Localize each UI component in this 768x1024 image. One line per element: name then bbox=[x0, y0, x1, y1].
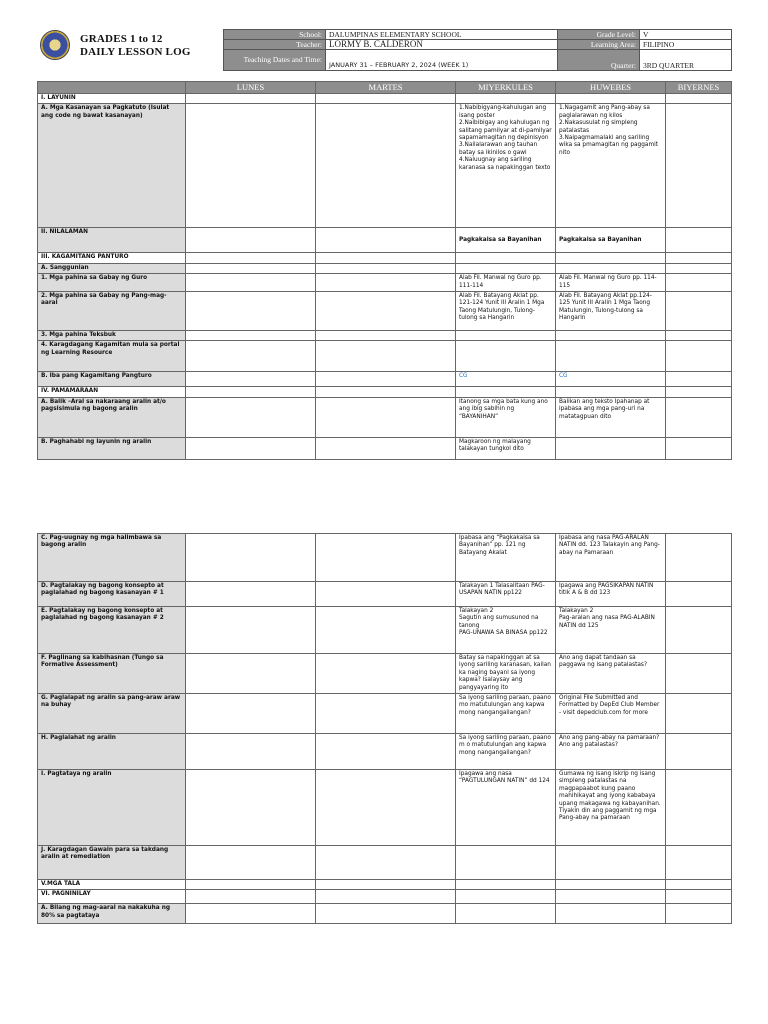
row-label: III. KAGAMITANG PANTURO bbox=[38, 253, 186, 263]
table-row bbox=[38, 263, 732, 273]
grade-level-label: Grade Level: bbox=[558, 30, 640, 40]
quarter-label: Quarter: bbox=[558, 50, 640, 71]
cell-martes bbox=[316, 654, 456, 694]
cell-martes bbox=[316, 734, 456, 770]
cell-biyernes bbox=[666, 534, 732, 582]
cell-martes bbox=[316, 94, 456, 104]
row-label: I. Pagtataya ng aralin bbox=[38, 770, 186, 846]
cell-martes bbox=[316, 904, 456, 924]
cell-lunes bbox=[186, 228, 316, 253]
cell-miyerkules: Ipabasa ang “Pagkakaisa sa Bayanihan” pp. 121 ng Batayang Akalat bbox=[456, 534, 556, 582]
day-header-huwebes: HUWEBES bbox=[556, 82, 666, 94]
title-line-1: GRADES 1 to 12 bbox=[80, 33, 163, 45]
cell-miyerkules: Talakayan 2 Sagutin ang sumusunod na tanong PAG-UNAWA SA BINASA pp122 bbox=[456, 607, 556, 654]
row-label: 4. Karagdagang Kagamitan mula sa portal ng Learning Resource bbox=[38, 341, 186, 372]
cell-lunes bbox=[186, 582, 316, 607]
cell-lunes bbox=[186, 880, 316, 890]
row-label: D. Pagtalakay ng bagong konsepto at paglalahad ng bagong kasanayan # 1 bbox=[38, 582, 186, 607]
cell-lunes bbox=[186, 253, 316, 263]
lesson-log-body-2 bbox=[38, 534, 732, 924]
table-row bbox=[38, 694, 732, 734]
cell-biyernes bbox=[666, 770, 732, 846]
cell-biyernes bbox=[666, 228, 732, 253]
cell-martes bbox=[316, 372, 456, 387]
day-header-martes: MARTES bbox=[316, 82, 456, 94]
cell-martes bbox=[316, 228, 456, 253]
cell-martes bbox=[316, 846, 456, 880]
cell-huwebes: Talakayan 2 Pag-aralan ang nasa PAG-ALABIN NATIN dd 125 bbox=[556, 607, 666, 654]
cell-huwebes: Ano ang dapat tandaan sa paggawa ng isang patalastas? bbox=[556, 654, 666, 694]
cell-miyerkules bbox=[456, 904, 556, 924]
grade-level-value: V bbox=[640, 30, 732, 40]
lesson-log-table-1 bbox=[37, 81, 732, 460]
row-label: B. Paghahabi ng layunin ng aralin bbox=[38, 437, 186, 459]
cell-miyerkules bbox=[456, 846, 556, 880]
cell-biyernes bbox=[666, 292, 732, 331]
cell-huwebes: Original File Submitted and Formatted by DepEd Club Member - visit depedclub.com for more bbox=[556, 694, 666, 734]
table-row bbox=[38, 104, 732, 228]
row-label: IV. PAMAMARAAN bbox=[38, 387, 186, 397]
cell-martes bbox=[316, 437, 456, 459]
cell-huwebes: Gumawa ng isang iskrip ng isang simpleng patalastas na magpapaabot kung paano mahihikayat ang iyong kababaya upang makagawa ng kabayanihan. Tiyakin din ang paggamit ng mga Pang-abay na pamaraan bbox=[556, 770, 666, 846]
row-label: G. Paglalapat ng aralin sa pang-araw araw na buhay bbox=[38, 694, 186, 734]
cell-biyernes bbox=[666, 846, 732, 880]
cell-huwebes bbox=[556, 331, 666, 341]
cell-biyernes bbox=[666, 104, 732, 228]
table-row bbox=[38, 253, 732, 263]
row-label: A. Mga Kasanayan sa Pagkatuto (Isulat ang code ng bawat kasanayan) bbox=[38, 104, 186, 228]
cell-biyernes bbox=[666, 734, 732, 770]
cell-biyernes bbox=[666, 372, 732, 387]
cell-lunes bbox=[186, 437, 316, 459]
table-row bbox=[38, 397, 732, 437]
teaching-dates-value: JANUARY 31 – FEBRUARY 2, 2024 (WEEK 1) bbox=[326, 50, 558, 71]
cell-biyernes bbox=[666, 331, 732, 341]
cell-huwebes: CG bbox=[556, 372, 666, 387]
cell-huwebes bbox=[556, 846, 666, 880]
cell-huwebes bbox=[556, 263, 666, 273]
cell-lunes bbox=[186, 846, 316, 880]
cell-lunes bbox=[186, 341, 316, 372]
cell-martes bbox=[316, 387, 456, 397]
cell-miyerkules bbox=[456, 341, 556, 372]
table-row bbox=[38, 292, 732, 331]
cell-martes bbox=[316, 880, 456, 890]
table-row bbox=[38, 387, 732, 397]
row-label: E. Pagtalakay ng bagong konsepto at paglalahad ng bagong kasanayan # 2 bbox=[38, 607, 186, 654]
cell-martes bbox=[316, 253, 456, 263]
table-row bbox=[38, 890, 732, 904]
table-row bbox=[38, 341, 732, 372]
cell-martes bbox=[316, 341, 456, 372]
row-label: 3. Mga pahina Teksbuk bbox=[38, 331, 186, 341]
table-row bbox=[38, 654, 732, 694]
cell-martes bbox=[316, 607, 456, 654]
row-label: II. NILALAMAN bbox=[38, 228, 186, 253]
cell-martes bbox=[316, 534, 456, 582]
day-header-miyerkules: MIYERKULES bbox=[456, 82, 556, 94]
cell-miyerkules: Ipagawa ang nasa “PAGTULUNGAN NATIN” dd 124 bbox=[456, 770, 556, 846]
cell-martes bbox=[316, 263, 456, 273]
cell-huwebes: Ipagawa ang PAGSIKAPAN NATIN titik A & B dd 123 bbox=[556, 582, 666, 607]
table-row bbox=[38, 534, 732, 582]
cell-miyerkules: Talakayan 1 Talasalitaan PAG-USAPAN NATIN pp122 bbox=[456, 582, 556, 607]
lesson-log-body-1 bbox=[38, 94, 732, 460]
cell-miyerkules: CG bbox=[456, 372, 556, 387]
cell-miyerkules: Pagkakaisa sa Bayanihan bbox=[456, 228, 556, 253]
cell-huwebes bbox=[556, 904, 666, 924]
cell-huwebes: Balikan ang teksto Ipahanap at ipabasa ang mga pang-uri na matatagpuan dito bbox=[556, 397, 666, 437]
row-label: I. LAYUNIN bbox=[38, 94, 186, 104]
cell-miyerkules bbox=[456, 253, 556, 263]
learning-area-value: FILIPINO bbox=[640, 40, 732, 50]
table-row bbox=[38, 846, 732, 880]
cell-miyerkules bbox=[456, 890, 556, 904]
cell-miyerkules bbox=[456, 880, 556, 890]
cell-martes bbox=[316, 292, 456, 331]
day-header-lunes: LUNES bbox=[186, 82, 316, 94]
cell-martes bbox=[316, 582, 456, 607]
row-label: B. Iba pang Kagamitang Pangturo bbox=[38, 372, 186, 387]
school-label: School: bbox=[224, 30, 326, 40]
table-row bbox=[38, 904, 732, 924]
cell-miyerkules bbox=[456, 387, 556, 397]
cell-miyerkules: Alab Fil. Batayang Aklat pp. 121-124 Yunit III Aralin 1 Mga Taong Matulungin, Tulong-tulong sa Hangarin bbox=[456, 292, 556, 331]
cell-huwebes: Ipabasa ang nasa PAG-ARALAN NATIN dd. 123 Talakayin ang Pang-abay na Pamaraan bbox=[556, 534, 666, 582]
row-label: 1. Mga pahina sa Gabay ng Guro bbox=[38, 274, 186, 292]
cell-biyernes bbox=[666, 654, 732, 694]
learning-area-label: Learning Area: bbox=[558, 40, 640, 50]
cell-biyernes bbox=[666, 94, 732, 104]
row-label: VI. PAGNINILAY bbox=[38, 890, 186, 904]
row-label: H. Paglalahat ng aralin bbox=[38, 734, 186, 770]
cell-lunes bbox=[186, 263, 316, 273]
cell-lunes bbox=[186, 372, 316, 387]
cell-biyernes bbox=[666, 274, 732, 292]
table-row bbox=[38, 880, 732, 890]
cell-huwebes bbox=[556, 880, 666, 890]
table-row bbox=[38, 734, 732, 770]
cell-huwebes bbox=[556, 387, 666, 397]
cell-martes bbox=[316, 770, 456, 846]
cell-miyerkules: Sa iyong sariling paraan, paano m o matutulungan ang kapwa mong nangangailangan? bbox=[456, 734, 556, 770]
table-row bbox=[38, 372, 732, 387]
row-label: A. Bilang ng mag-aaral na nakakuha ng 80% sa pagtataya bbox=[38, 904, 186, 924]
cell-lunes bbox=[186, 274, 316, 292]
cell-huwebes: Alab Fil. Manwal ng Guro pp. 114-115 bbox=[556, 274, 666, 292]
cell-huwebes bbox=[556, 437, 666, 459]
cell-miyerkules bbox=[456, 263, 556, 273]
cell-biyernes bbox=[666, 437, 732, 459]
teaching-dates-label: Teaching Dates and Time: bbox=[224, 50, 326, 71]
cell-huwebes bbox=[556, 890, 666, 904]
row-label: C. Pag-uugnay ng mga halimbawa sa bagong aralin bbox=[38, 534, 186, 582]
cell-martes bbox=[316, 397, 456, 437]
cell-lunes bbox=[186, 890, 316, 904]
cell-lunes bbox=[186, 694, 316, 734]
teacher-value: LORMY B. CALDERON bbox=[326, 40, 558, 50]
cell-huwebes: 1.Nagagamit ang Pang-abay sa paglalarawan ng kilos 2.Nakasusulat ng simpleng patalastas 3.Naipagmamalaki ang sariling wika sa pmamagitan ng paggamit nito bbox=[556, 104, 666, 228]
table-row bbox=[38, 274, 732, 292]
table-row bbox=[38, 94, 732, 104]
cell-biyernes bbox=[666, 694, 732, 734]
cell-lunes bbox=[186, 904, 316, 924]
day-header-biyernes: BIYERNES bbox=[666, 82, 732, 94]
teacher-label: Teacher: bbox=[224, 40, 326, 50]
title-line-2: DAILY LESSON LOG bbox=[80, 46, 191, 58]
cell-lunes bbox=[186, 734, 316, 770]
cell-miyerkules: Batay sa napakinggan at sa iyong sariling karanasan, kailan ka naging bayani sa iyong kapwa? Isalaysay ang pangyayaring ito bbox=[456, 654, 556, 694]
cell-miyerkules bbox=[456, 94, 556, 104]
table-row bbox=[38, 437, 732, 459]
row-label: A. Balik –Aral sa nakaraang aralin at/o pagsisimula ng bagong aralin bbox=[38, 397, 186, 437]
cell-lunes bbox=[186, 534, 316, 582]
row-label: 2. Mga pahina sa Gabay ng Pang-mag-aaral bbox=[38, 292, 186, 331]
cell-lunes bbox=[186, 607, 316, 654]
table-row bbox=[38, 331, 732, 341]
cell-martes bbox=[316, 104, 456, 228]
cell-huwebes: Alab Fil. Batayang Aklat pp.124-125 Yunit III Aralin 1 Mga Taong Matulungin, Tulong-tulong sa Hangarin bbox=[556, 292, 666, 331]
cell-biyernes bbox=[666, 341, 732, 372]
cell-miyerkules: Magkaroon ng malayang talakayan tungkol dito bbox=[456, 437, 556, 459]
school-value: DALUMPINAS ELEMENTARY SCHOOL bbox=[326, 30, 558, 40]
cell-lunes bbox=[186, 770, 316, 846]
cell-biyernes bbox=[666, 607, 732, 654]
cell-lunes bbox=[186, 292, 316, 331]
cell-biyernes bbox=[666, 387, 732, 397]
row-label: F. Paglinang sa kabihasnan (Tungo sa Formative Assessment) bbox=[38, 654, 186, 694]
table-row bbox=[38, 770, 732, 846]
row-label: V.MGA TALA bbox=[38, 880, 186, 890]
cell-biyernes bbox=[666, 880, 732, 890]
cell-martes bbox=[316, 890, 456, 904]
cell-huwebes bbox=[556, 253, 666, 263]
quarter-value: 3RD QUARTER bbox=[640, 50, 732, 71]
cell-biyernes bbox=[666, 253, 732, 263]
deped-seal-icon bbox=[40, 30, 70, 60]
cell-biyernes bbox=[666, 582, 732, 607]
table-row bbox=[38, 228, 732, 253]
cell-huwebes: Ano ang pang-abay na pamaraan? Ano ang patalastas? bbox=[556, 734, 666, 770]
day-header-blank bbox=[38, 82, 186, 94]
cell-miyerkules: Alab Fil. Manwal ng Guro pp. 111-114 bbox=[456, 274, 556, 292]
table-row bbox=[38, 607, 732, 654]
cell-huwebes bbox=[556, 341, 666, 372]
cell-biyernes bbox=[666, 890, 732, 904]
cell-miyerkules: 1.Nabibigyang-kahulugan ang isang poster 2.Naibibigay ang kahulugan ng salitang pamilyar at di-pamilyar sapamamagitan ng depinisyon 3.Nailalarawan ang tauhan batay sa ikinilos o gawi 4.Naiuugnay ang sariling karanasa sa napakinggan texto bbox=[456, 104, 556, 228]
cell-miyerkules bbox=[456, 331, 556, 341]
lesson-log-table-2 bbox=[37, 533, 732, 924]
row-label: A. Sanggunian bbox=[38, 263, 186, 273]
cell-lunes bbox=[186, 397, 316, 437]
cell-martes bbox=[316, 694, 456, 734]
cell-huwebes: Pagkakaisa sa Bayanihan bbox=[556, 228, 666, 253]
cell-lunes bbox=[186, 387, 316, 397]
row-label: J. Karagdagan Gawain para sa takdang aralin at remediation bbox=[38, 846, 186, 880]
cell-lunes bbox=[186, 331, 316, 341]
cell-miyerkules: Itanong sa mga bata kung ano ang ibig sabihin ng “BAYANIHAN” bbox=[456, 397, 556, 437]
cell-lunes bbox=[186, 94, 316, 104]
cell-biyernes bbox=[666, 397, 732, 437]
cell-miyerkules: Sa iyong sariling paraan, paano mo matutulungan ang kapwa mong nangangailangan? bbox=[456, 694, 556, 734]
table-row bbox=[38, 582, 732, 607]
header-info-table bbox=[223, 29, 732, 71]
cell-martes bbox=[316, 274, 456, 292]
cell-lunes bbox=[186, 104, 316, 228]
cell-biyernes bbox=[666, 263, 732, 273]
cell-lunes bbox=[186, 654, 316, 694]
cell-huwebes bbox=[556, 94, 666, 104]
cell-biyernes bbox=[666, 904, 732, 924]
cell-martes bbox=[316, 331, 456, 341]
